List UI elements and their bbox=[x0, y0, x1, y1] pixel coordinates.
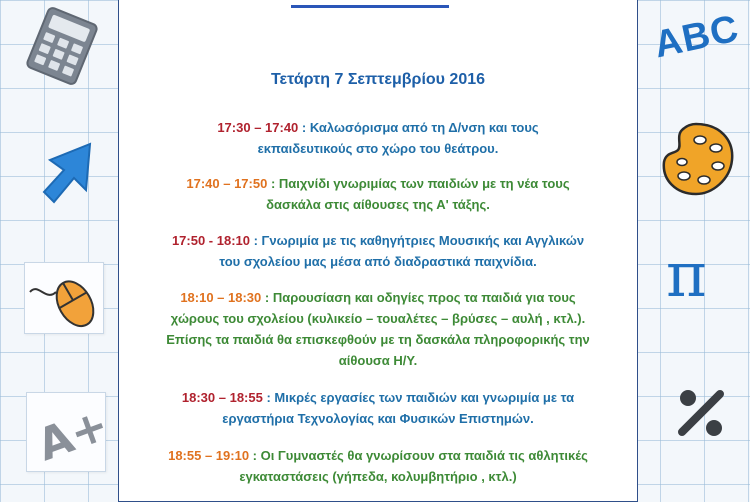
a-plus-grade-icon bbox=[26, 392, 110, 476]
entry-time: 17:40 – 17:50 bbox=[186, 176, 268, 191]
entry-time: 17:50 - 18:10 bbox=[171, 233, 250, 248]
paint-palette-icon bbox=[656, 118, 738, 200]
entry-text: : Μικρές εργασίες των παιδιών και γνωριμία με τα bbox=[262, 390, 575, 405]
schedule-date: Τετάρτη 7 Σεπτεμβρίου 2016 bbox=[270, 71, 486, 88]
pi-symbol-icon bbox=[654, 238, 740, 318]
entry-text: Επίσης τα παιδιά θα επισκεφθούν με τη δασκάλα πληροφορικής την bbox=[166, 332, 590, 347]
pi-glyph: π bbox=[666, 238, 707, 311]
percent-sign-icon bbox=[668, 380, 734, 446]
schedule-entry bbox=[141, 445, 615, 487]
entry-text: : Παρουσίαση και οδηγίες προς τα παιδιά για τους bbox=[261, 290, 576, 305]
entry-text: : Καλωσόρισμα από τη Δ/νση και τους bbox=[298, 120, 539, 135]
schedule-entry bbox=[141, 287, 615, 371]
abc-glyph: ABC bbox=[650, 7, 743, 67]
entry-text: χώρους του σχολείου (κυλικείο – τουαλέτες – βρύσες – αυλή , κτλ.). bbox=[170, 311, 586, 326]
calculator-icon bbox=[22, 6, 102, 86]
schedule-entry bbox=[141, 117, 615, 159]
entry-text: εγκαταστάσεις (γήπεδα, κολυμβητήριο , κτλ.) bbox=[239, 469, 517, 484]
entry-text: του σχολείου μας μέσα από διαδραστικά παιχνίδια. bbox=[219, 254, 537, 269]
abc-letters-icon bbox=[648, 8, 748, 68]
entry-text: δασκάλα στις αίθουσες της Α' τάξης. bbox=[266, 197, 490, 212]
entry-text: εργαστήρια Τεχνολογίας και Φυσικών Επιστημών. bbox=[222, 411, 534, 426]
arrow-cursor-icon bbox=[28, 132, 108, 212]
entry-time: 18:30 – 18:55 bbox=[181, 390, 263, 405]
a-plus-glyph: A+ bbox=[30, 399, 110, 472]
schedule-entry bbox=[141, 173, 615, 215]
schedule-entry bbox=[141, 230, 615, 272]
heading-underline bbox=[291, 0, 449, 8]
entry-text: εκπαιδευτικούς στο χώρο του θεάτρου. bbox=[257, 141, 499, 156]
entry-text: : Οι Γυμναστές θα γνωρίσουν στα παιδιά τις αθλητικές bbox=[249, 448, 588, 463]
schedule-document bbox=[118, 0, 638, 502]
entry-time: 18:10 – 18:30 bbox=[180, 290, 262, 305]
entry-time: 17:30 – 17:40 bbox=[217, 120, 299, 135]
entry-text: : Γνωριμία με τις καθηγήτριες Μουσικής και Αγγλικών bbox=[250, 233, 585, 248]
entry-text: αίθουσα Η/Υ. bbox=[338, 353, 418, 368]
computer-mouse-icon bbox=[24, 262, 108, 338]
schedule-entry bbox=[141, 387, 615, 429]
entry-text: : Παιχνίδι γνωριμίας των παιδιών με τη νέα τους bbox=[267, 176, 570, 191]
entry-time: 18:55 – 19:10 bbox=[168, 448, 250, 463]
